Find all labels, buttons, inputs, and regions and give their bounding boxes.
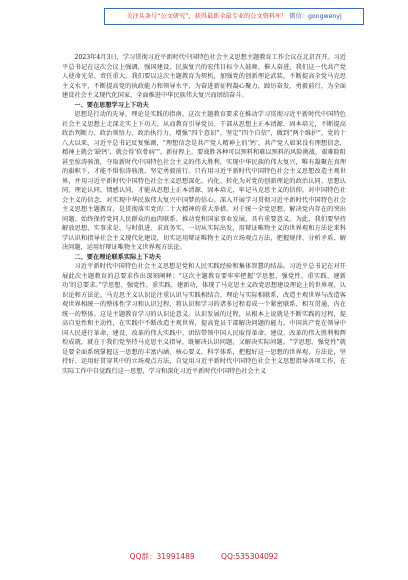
article-body bbox=[62, 53, 346, 376]
footer-qq: QQ:535304092 bbox=[221, 552, 279, 561]
promo-banner[interactable] bbox=[104, 8, 364, 25]
section-1-heading: 一、要在思想学习上下功夫 bbox=[74, 101, 149, 109]
section-2-heading: 二、要在理论联系实际上下功夫 bbox=[74, 253, 162, 261]
section-2-paragraph: 习近平新时代中国特色社会主义思想是党和人民实践经验和集体智慧的结晶。习近平总书记在对开展此次主题教育的总要求作出深刻阐释：“这次主题教育要牢牢把握‘学思想、强党性、重实践、建新功’的总要求。”学思想、强党性、重实践、建新功，体现了马克思主义政党思想建设理论上的世界观、认识论和方法论。马克思主义认识论注重认识与实践相结合、理论与实际相联系，改造主观世界与改造客观世界相统一的整体性学习和认识过程，将认识和学习的诸多过程看成一个紧密联系、相互贯通、内在统一的整体。这是主题教育学习的认识论意义。认识发展的过程，从根本上说就是不断实践的过程，提高自觉性和主动性，在实践中不断改造主观世界，提高党员干部解决问题的能力。中国共产党在领导中国人民进行革命、建设、改革的伟大实践中，团结带领中国人民取得革命、建设、改革的伟大胜利和辉煌成就，就在于我们党坚持马克思主义指导，既解决认识问题，又解决实际问题。“学思想、强党性”就是要全面系统掌握这一思想的丰富内涵、核心要义、科学体系，把握好这一思想的世界观、方法论，坚持好、运用好贯穿其中的立场观点方法，自觉用习近平新时代中国特色社会主义思想指导各项工作，在实际工作中自觉践行这一思想，学习和深化习近平新时代中国特色社会主义 bbox=[62, 263, 346, 375]
intro-paragraph: 2023年4月3日，学习贯彻习近平新时代中国特色社会主义思想主题教育工作会议在北京召开。习近平总书记在这次会议上强调，强国建设、民族复兴的宏伟目标令人鼓舞、催人奋进，我们这一代共产党人使命光荣、责任重大。我们要以这次主题教育为契机，加强党的创新理论武装，不断提高全党马克思主义水平，不断提高党的执政能力和领导水平，为奋进新征程凝心聚力，踔厉奋发、勇毅前行，为全面建设社会主义现代化国家、全面推进中华民族伟大复兴而团结奋斗。 bbox=[62, 54, 346, 99]
section-1-paragraph: 思想是行动的先导，理论是实践的指南。这次主题教育要求在推动学习贯彻习近平新时代中国特色社会主义思想上走深走实上下功夫，从而教育引导党员、干部从思想上正本清源、固本培元，不断提高政治判断力、政治领悟力、政治执行力，增强“四个意识”、坚定“四个自信”，做到“两个维护”，党的十八大以来，习近平总书记反复强调，“理想信念是共产党人精神上的‘钙’，共产党人如果没有理想信念，精神上就会‘缺钙’，就会得‘软骨病’”。新征程上，要战胜各种可以预料和难以预料的风险挑战，艰难险阻甚至惊涛骇浪，夺取新时代中国特色社会主义的伟大胜利，实现中华民族的伟大复兴，唯有凝聚在真理的旗帜下，才能不惧惊涛骇浪，坚定勇毅前行。只有用习近平新时代中国特色社会主义思想改造主观世界，并用习近平新时代中国特色社会主义思想深化、内化、转化为对党的创新理论的政治认同、思想认同、理论认同、情感认同，才能从思想上正本清源、固本培元，牢记马克思主义的信仰。对中国特色社会主义的信念，对实现中华民族伟大复兴中国梦的信心。深入开展学习贯彻习近平新时代中国特色社会主义思想主题教育，是贯彻落实党的二十大精神的重大举措。对于统一全党思想、解决党内存在的突出问题、始终保持党同人民群众的血肉联系、推动党和国家事业发展，具有重要意义。为此，我们要坚持解放思想、实事求是、与时俱进、求真务实，一切从实际出发，用辩证唯物主义的世界观和方法论来科学认识和指导社会主义现代化建设，切实运用辩证唯物主义的立场观点方法，把握规律、分析矛盾、解决问题，运用好辩证唯物主义世界观方法论。 bbox=[62, 111, 346, 251]
banner-wechat: 微信：gongwenyj bbox=[289, 13, 342, 20]
footer-qq-group: QQ群：31991489 bbox=[129, 552, 195, 561]
banner-text: 关注头条号“公文研究”，获得最新全最专业的公文资料库！ bbox=[126, 13, 288, 20]
footer-contact bbox=[0, 551, 408, 562]
